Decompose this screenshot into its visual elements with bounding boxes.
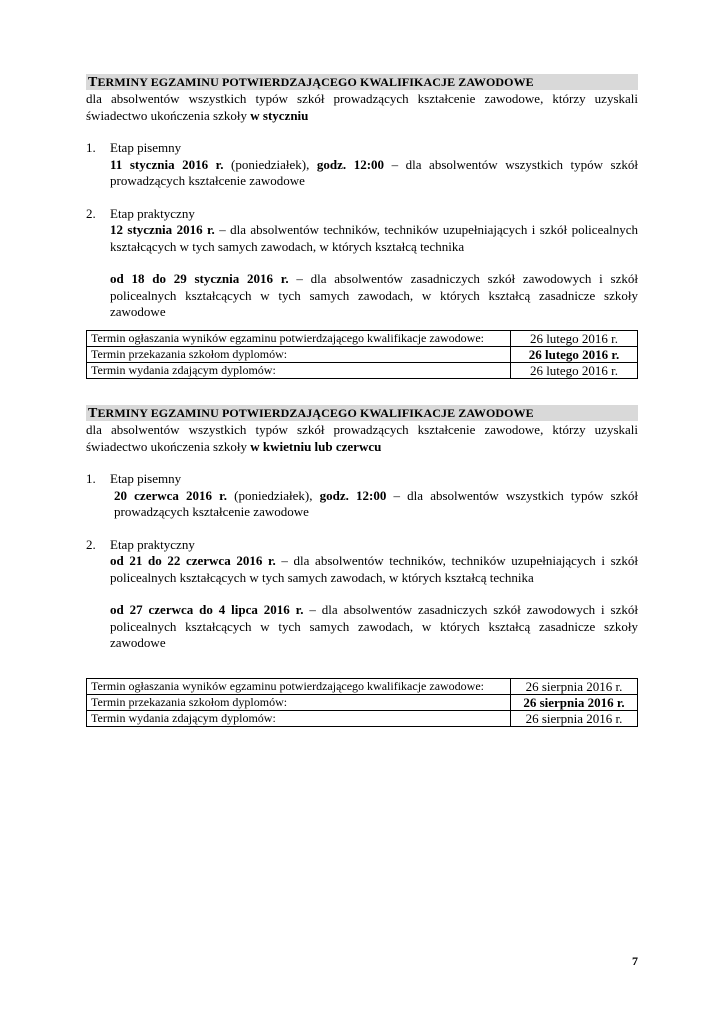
- stage-description: 20 czerwca 2016 r. (poniedziałek), godz. 12:00 – dla absolwentów wszystkich typów szkół prowadzących kształcenie zawodowe: [114, 487, 638, 519]
- stage-description: od 27 czerwca do 4 lipca 2016 r. – dla absolwentów zasadniczych szkół zawodowych i szkół policealnych kształcących w tych samych zawodach, w których kształcą zasadnicze szkoły zawodowe: [110, 602, 638, 650]
- row-label: Termin ogłaszania wyników egzaminu potwierdzającego kwalifikacje zawodowe:: [87, 330, 511, 346]
- results-table: [86, 330, 638, 379]
- row-value: 26 lutego 2016 r.: [511, 362, 638, 378]
- section-heading: TERMINY EGZAMINU POTWIERDZAJĄCEGO KWALIFIKACJE ZAWODOWE: [86, 74, 638, 90]
- exam-section-january: [86, 74, 638, 379]
- stage-description: 11 stycznia 2016 r. (poniedziałek), godz. 12:00 – dla absolwentów wszystkich typów szkół prowadzących kształcenie zawodowe: [110, 156, 638, 188]
- row-label: Termin wydania zdającym dyplomów:: [87, 362, 511, 378]
- row-label: Termin wydania zdającym dyplomów:: [87, 710, 511, 726]
- stage-description: 12 stycznia 2016 r. – dla absolwentów techników, techników uzupełniających i szkół policealnych kształcących w tych samych zawodach, w których kształcą technika: [110, 222, 638, 254]
- row-label: Termin przekazania szkołom dyplomów:: [87, 694, 511, 710]
- table-row: [87, 710, 638, 726]
- section-intro: dla absolwentów wszystkich typów szkół prowadzących kształcenie zawodowe, którzy uzyskali świadectwo ukończenia szkoły w styczniu: [86, 91, 638, 123]
- table-row: [87, 362, 638, 378]
- row-value: 26 lutego 2016 r.: [511, 330, 638, 346]
- results-table: [86, 678, 638, 727]
- row-label: Termin ogłaszania wyników egzaminu potwierdzającego kwalifikacje zawodowe:: [87, 678, 511, 694]
- stage-title: Etap pisemny: [110, 471, 182, 486]
- row-label: Termin przekazania szkołom dyplomów:: [87, 346, 511, 362]
- table-row: [87, 694, 638, 710]
- stage-description: od 18 do 29 stycznia 2016 r. – dla absolwentów zasadniczych szkół zawodowych i szkół policealnych kształcących w tych samych zawodach, w których kształcą zasadnicze szkoły zawodowe: [110, 271, 638, 319]
- written-stage-item: 1. Etap pisemny 20 czerwca 2016 r. (poniedziałek), godz. 12:00 – dla absolwentów wszystkich typów szkół prowadzących kształcenie zawodowe: [86, 471, 638, 519]
- table-row: [87, 678, 638, 694]
- page-number: 7: [632, 954, 638, 968]
- row-value: 26 sierpnia 2016 r.: [511, 694, 638, 710]
- row-value: 26 lutego 2016 r.: [511, 346, 638, 362]
- row-value: 26 sierpnia 2016 r.: [511, 678, 638, 694]
- practical-stage-item: 2. Etap praktyczny 12 stycznia 2016 r. – dla absolwentów techników, techników uzupełniających i szkół policealnych kształcących w tych samych zawodach, w których kształcą technika od 18 do 29 stycznia 2016 r. – dla absolwentów zasadniczych szkół zawodowych i szkół policealnych kształcących w tych samych zawodach, w których kształcą zasadnicze szkoły zawodowe: [86, 205, 638, 319]
- stage-title: Etap pisemny: [110, 140, 182, 155]
- stage-title: Etap praktyczny: [110, 205, 195, 221]
- practical-stage-item: 2. Etap praktyczny od 21 do 22 czerwca 2016 r. – dla absolwentów techników, techników uzupełniających i szkół policealnych kształcących w tych samych zawodach, w których kształcą technika od 27 czerwca do 4 lipca 2016 r. – dla absolwentów zasadniczych szkół zawodowych i szkół policealnych kształcących w tych samych zawodach, w których kształcą zasadnicze szkoły zawodowe: [86, 536, 639, 650]
- stage-description: od 21 do 22 czerwca 2016 r. – dla absolwentów techników, techników uzupełniających i szkół policealnych kształcących w tych samych zawodach, w których kształcą technika: [110, 553, 639, 585]
- table-row: [87, 330, 638, 346]
- table-row: [87, 346, 638, 362]
- row-value: 26 sierpnia 2016 r.: [511, 710, 638, 726]
- written-stage-item: 1. Etap pisemny 11 stycznia 2016 r. (poniedziałek), godz. 12:00 – dla absolwentów wszystkich typów szkół prowadzących kształcenie zawodowe: [86, 140, 638, 188]
- exam-section-april-june: [86, 405, 638, 727]
- section-heading: TERMINY EGZAMINU POTWIERDZAJĄCEGO KWALIFIKACJE ZAWODOWE: [86, 405, 638, 421]
- section-intro: dla absolwentów wszystkich typów szkół prowadzących kształcenie zawodowe, którzy uzyskali świadectwo ukończenia szkoły w kwietniu lub czerwcu: [86, 422, 638, 454]
- stage-title: Etap praktyczny: [110, 536, 195, 552]
